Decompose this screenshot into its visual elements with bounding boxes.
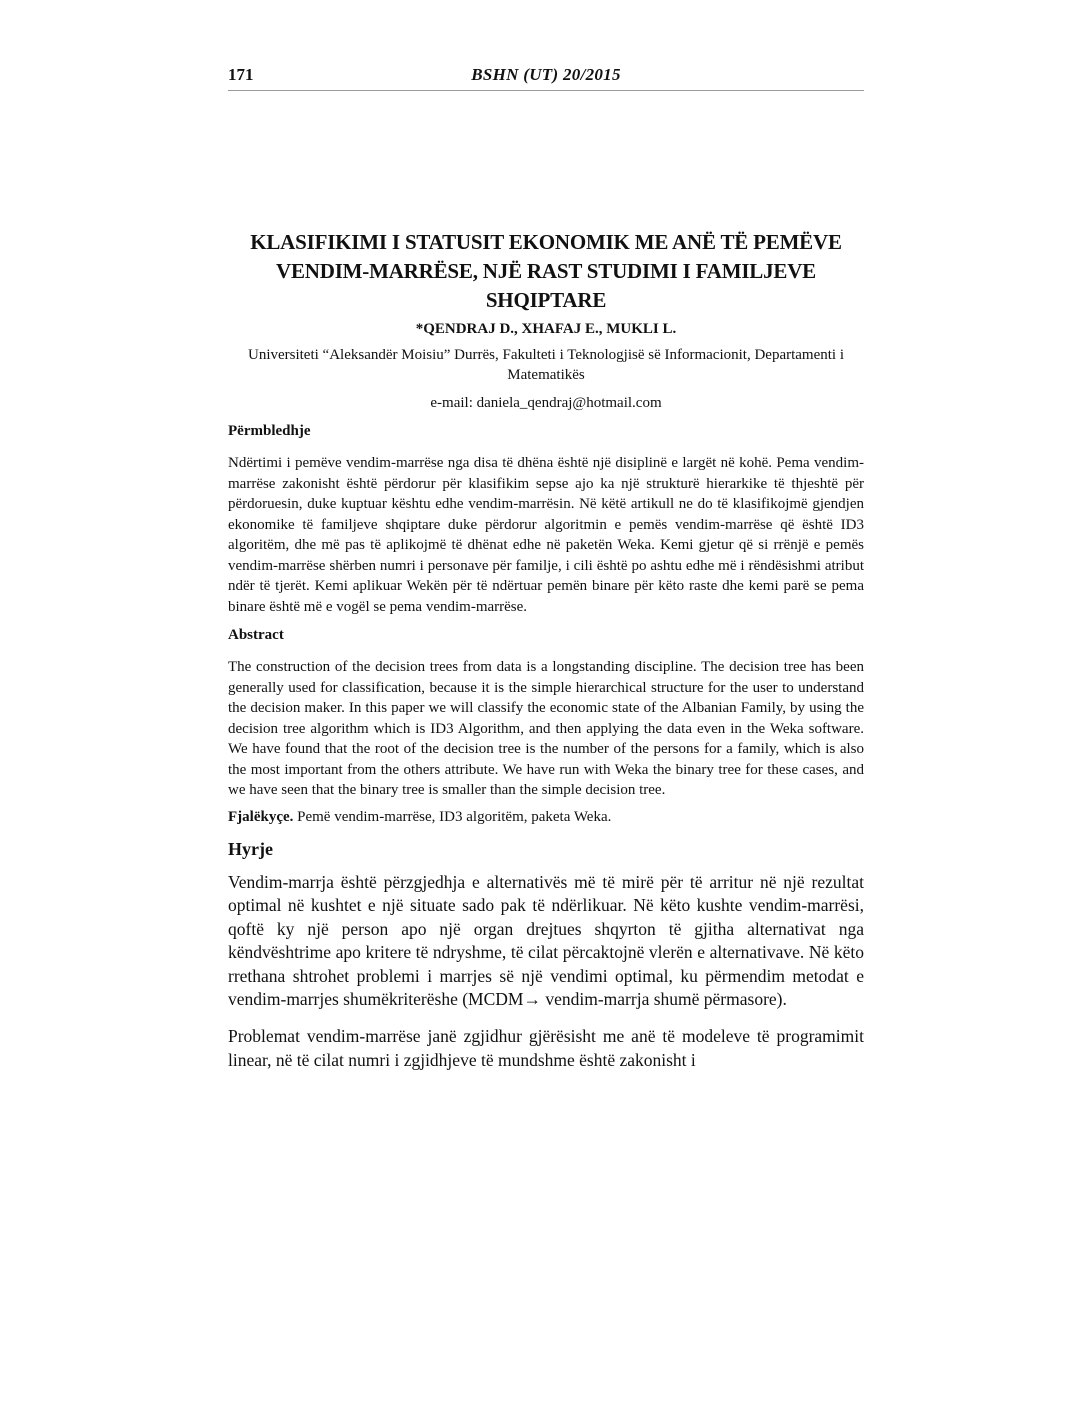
intro-paragraph-1: Vendim-marrja është përzgjedhja e alternativës më të mirë për të arritur në një rezultat optimal në kushtet e një situate sado pak të ndërlikuar. Në këto kushte vendim-marrësi, qoftë ky një person apo një organ drejtues shqyrton të gjitha alternativat nga këndvështrime apo kritere të ndryshme, të cilat përcaktojnë vlerën e alternativave. Në këto rrethana shtrohet problemi i marrjes së një vendimi optimal, ku përmendim metodat e vendim-marrjes shumëkriterëshe (MCDM→ vendim-marrja shumë përmasore). (228, 871, 864, 1010)
permbledhje-heading: Përmbledhje (228, 423, 311, 439)
keywords-text: Pemë vendim-marrëse, ID3 algoritëm, paketa Weka. (293, 808, 612, 825)
author-list: *QENDRAJ D., XHAFAJ E., MUKLI L. (415, 321, 677, 337)
intro-heading: Hyrje (228, 838, 273, 859)
abstract-text: The construction of the decision trees from data is a longstanding discipline. The decision tree has been generally used for classification, because it is the simple hierarchical structure for the user to understand the decision maker. In this paper we will classify the economic state of the Albanian Family, by using the decision tree algorithm which is ID3 Algorithm, and then applying the data even in the Weka software. We have found that the root of the decision tree is the number of the persons for a family, which is also the most important from the others attribute. We have run with Weka the binary tree for these cases, and we have seen that the binary tree is smaller than the simple decision tree. (228, 659, 864, 798)
paper-body (228, 228, 864, 1072)
paper-title: KLASIFIKIMI I STATUSIT EKONOMIK ME ANË TË PEMËVE VENDIM-MARRËSE, NJË RAST STUDIMI I FAMILJEVE SHQIPTARE (250, 230, 842, 312)
abstract-heading: Abstract (228, 627, 284, 643)
journal-title: BSHN (UT) 20/2015 (471, 65, 621, 84)
intro-paragraph-2: Problemat vendim-marrëse janë zgjidhur gjërësisht me anë të modeleve të programimit linear, në të cilat numri i zgjidhjeve të mundshme është zakonisht i (228, 1026, 864, 1070)
keywords (228, 807, 864, 827)
running-header (228, 64, 864, 91)
affiliation: Universiteti “Aleksandër Moisiu” Durrës, Fakulteti i Teknologjisë së Informacionit, Departamenti i Matematikës (247, 347, 845, 383)
keywords-label: Fjalëkyçe. (228, 808, 294, 825)
contact-email: e-mail: daniela_qendraj@hotmail.com (430, 395, 662, 411)
page-number: 171 (228, 65, 254, 84)
permbledhje-text: Ndërtimi i pemëve vendim-marrëse nga disa të dhëna është një disiplinë e largët në kohë. Pema vendim-marrëse zakonisht është përdorur për klasifikim sepse ajo ka një strukturë hierarkike të thjeshtë për përdoruesin, duke kuptuar kështu edhe vendim-marrësin. Në këtë artikull ne do të klasifikojmë gjendjen ekonomike të familjeve shqiptare duke përdorur algoritmin e pemës vendim-marrëse që është ID3 algoritëm, dhe më pas të aplikojmë të dhënat edhe në paketën Weka. Kemi gjetur që si rrënjë e pemës vendim-marrëse shërben numri i personave për familje, i cili është po ashtu edhe më i rëndësishmi atribut ndër të tjerët. Kemi aplikuar Wekën për të ndërtuar pemën binare për këto raste dhe kemi parë se pema binare është më e vogël se pema vendim-marrëse. (228, 455, 864, 615)
